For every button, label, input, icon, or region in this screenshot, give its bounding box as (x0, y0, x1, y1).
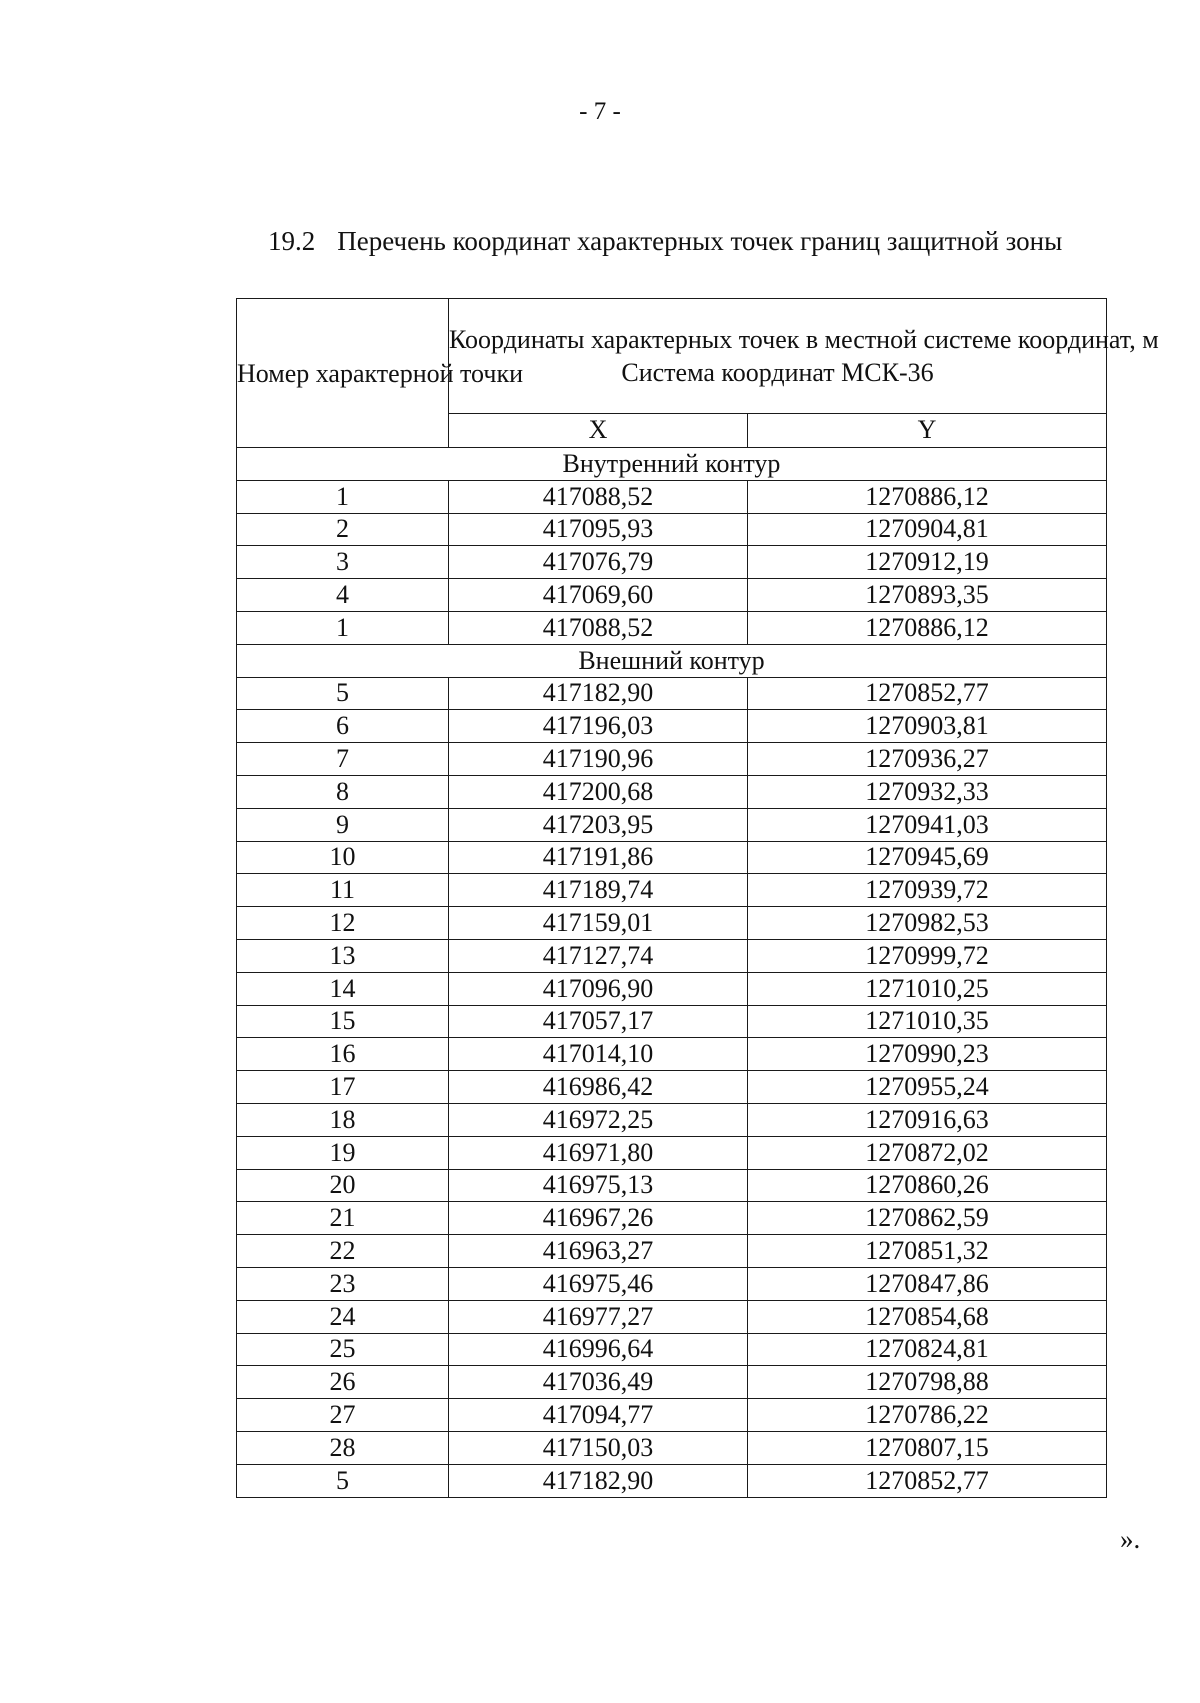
y-coordinate-cell: 1270860,26 (748, 1169, 1107, 1202)
point-number-cell: 24 (237, 1300, 449, 1333)
point-number-cell: 1 (237, 480, 449, 513)
x-coordinate-cell: 416972,25 (449, 1103, 748, 1136)
header-y: Y (748, 413, 1107, 447)
point-number-cell: 11 (237, 874, 449, 907)
point-number-cell: 15 (237, 1005, 449, 1038)
table-body (237, 448, 1107, 1498)
header-coordinates (449, 299, 1159, 414)
table-row (237, 907, 1107, 940)
y-coordinate-cell: 1270916,63 (748, 1103, 1107, 1136)
y-coordinate-cell: 1270939,72 (748, 874, 1107, 907)
point-number-cell: 12 (237, 907, 449, 940)
y-coordinate-cell: 1270932,33 (748, 775, 1107, 808)
x-coordinate-cell: 417182,90 (449, 1464, 748, 1497)
x-coordinate-cell: 416971,80 (449, 1136, 748, 1169)
table-row (237, 480, 1107, 513)
point-number-cell: 16 (237, 1038, 449, 1071)
y-coordinate-cell: 1270999,72 (748, 939, 1107, 972)
y-coordinate-cell: 1270807,15 (748, 1431, 1107, 1464)
section-row (237, 448, 1107, 481)
table-row (237, 1202, 1107, 1235)
point-number-cell: 17 (237, 1071, 449, 1104)
header-x: X (449, 413, 748, 447)
table-row (237, 677, 1107, 710)
point-number-cell: 3 (237, 546, 449, 579)
point-number-cell: 9 (237, 808, 449, 841)
point-number-cell: 8 (237, 775, 449, 808)
point-number-cell: 5 (237, 677, 449, 710)
section-heading (268, 226, 1062, 257)
table-row (237, 579, 1107, 612)
x-coordinate-cell: 417088,52 (449, 611, 748, 644)
table-row (237, 972, 1107, 1005)
x-coordinate-cell: 417127,74 (449, 939, 748, 972)
header-coordinate-system: Система координат МСК-36 (621, 357, 934, 387)
page-number: - 7 - (579, 98, 621, 125)
section-number: 19.2 (268, 226, 316, 256)
table-row (237, 808, 1107, 841)
x-coordinate-cell: 417088,52 (449, 480, 748, 513)
y-coordinate-cell: 1270945,69 (748, 841, 1107, 874)
x-coordinate-cell: 417190,96 (449, 743, 748, 776)
point-number-cell: 18 (237, 1103, 449, 1136)
point-number-cell: 13 (237, 939, 449, 972)
y-coordinate-cell: 1271010,25 (748, 972, 1107, 1005)
point-number-cell: 21 (237, 1202, 449, 1235)
point-number-cell: 28 (237, 1431, 449, 1464)
table-row (237, 1136, 1107, 1169)
x-coordinate-cell: 417182,90 (449, 677, 748, 710)
table-row (237, 513, 1107, 546)
table-row (237, 1366, 1107, 1399)
point-number-cell: 10 (237, 841, 449, 874)
y-coordinate-cell: 1270852,77 (748, 1464, 1107, 1497)
y-coordinate-cell: 1271010,35 (748, 1005, 1107, 1038)
y-coordinate-cell: 1270854,68 (748, 1300, 1107, 1333)
y-coordinate-cell: 1270904,81 (748, 513, 1107, 546)
y-coordinate-cell: 1270936,27 (748, 743, 1107, 776)
y-coordinate-cell: 1270872,02 (748, 1136, 1107, 1169)
y-coordinate-cell: 1270847,86 (748, 1267, 1107, 1300)
y-coordinate-cell: 1270886,12 (748, 611, 1107, 644)
point-number-cell: 23 (237, 1267, 449, 1300)
point-number-cell: 20 (237, 1169, 449, 1202)
x-coordinate-cell: 417196,03 (449, 710, 748, 743)
x-coordinate-cell: 417150,03 (449, 1431, 748, 1464)
y-coordinate-cell: 1270912,19 (748, 546, 1107, 579)
point-number-cell: 26 (237, 1366, 449, 1399)
y-coordinate-cell: 1270824,81 (748, 1333, 1107, 1366)
coordinates-table (236, 298, 1159, 1498)
x-coordinate-cell: 417036,49 (449, 1366, 748, 1399)
table-row (237, 710, 1107, 743)
y-coordinate-cell: 1270798,88 (748, 1366, 1107, 1399)
table-row (237, 1431, 1107, 1464)
table-row (237, 874, 1107, 907)
table-row (237, 775, 1107, 808)
point-number-cell: 19 (237, 1136, 449, 1169)
x-coordinate-cell: 417159,01 (449, 907, 748, 940)
x-coordinate-cell: 417069,60 (449, 579, 748, 612)
table-row (237, 1038, 1107, 1071)
x-coordinate-cell: 416975,13 (449, 1169, 748, 1202)
x-coordinate-cell: 417203,95 (449, 808, 748, 841)
table-row (237, 939, 1107, 972)
y-coordinate-cell: 1270990,23 (748, 1038, 1107, 1071)
y-coordinate-cell: 1270893,35 (748, 579, 1107, 612)
table-row (237, 1333, 1107, 1366)
x-coordinate-cell: 416986,42 (449, 1071, 748, 1104)
closing-quote-mark: ». (1120, 1524, 1141, 1554)
y-coordinate-cell: 1270903,81 (748, 710, 1107, 743)
table-row (237, 1267, 1107, 1300)
x-coordinate-cell: 417076,79 (449, 546, 748, 579)
table-row (237, 841, 1107, 874)
header-coordinates-title: Координаты характерных точек в местной системе координат, м (449, 324, 1159, 354)
point-number-cell: 1 (237, 611, 449, 644)
y-coordinate-cell: 1270941,03 (748, 808, 1107, 841)
table-row (237, 1103, 1107, 1136)
table-row (237, 1005, 1107, 1038)
table-row (237, 1235, 1107, 1268)
x-coordinate-cell: 416967,26 (449, 1202, 748, 1235)
y-coordinate-cell: 1270852,77 (748, 677, 1107, 710)
point-number-cell: 14 (237, 972, 449, 1005)
y-coordinate-cell: 1270786,22 (748, 1399, 1107, 1432)
table-row (237, 1399, 1107, 1432)
x-coordinate-cell: 417014,10 (449, 1038, 748, 1071)
table-row (237, 743, 1107, 776)
y-coordinate-cell: 1270886,12 (748, 480, 1107, 513)
table-row (237, 546, 1107, 579)
point-number-cell: 4 (237, 579, 449, 612)
section-row (237, 644, 1107, 677)
point-number-cell: 27 (237, 1399, 449, 1432)
point-number-cell: 2 (237, 513, 449, 546)
x-coordinate-cell: 417057,17 (449, 1005, 748, 1038)
x-coordinate-cell: 417095,93 (449, 513, 748, 546)
x-coordinate-cell: 416977,27 (449, 1300, 748, 1333)
point-number-cell: 5 (237, 1464, 449, 1497)
point-number-cell: 6 (237, 710, 449, 743)
x-coordinate-cell: 417094,77 (449, 1399, 748, 1432)
y-coordinate-cell: 1270982,53 (748, 907, 1107, 940)
y-coordinate-cell: 1270851,32 (748, 1235, 1107, 1268)
point-number-cell: 7 (237, 743, 449, 776)
x-coordinate-cell: 416996,64 (449, 1333, 748, 1366)
header-point-number: Номер характерной точки (237, 299, 449, 448)
y-coordinate-cell: 1270955,24 (748, 1071, 1107, 1104)
x-coordinate-cell: 417191,86 (449, 841, 748, 874)
section-title: Перечень координат характерных точек границ защитной зоны (337, 226, 1063, 256)
point-number-cell: 22 (237, 1235, 449, 1268)
section-title-cell: Внешний контур (237, 644, 1107, 677)
table-row (237, 1300, 1107, 1333)
table-row (237, 1169, 1107, 1202)
table-row (237, 611, 1107, 644)
point-number-cell: 25 (237, 1333, 449, 1366)
x-coordinate-cell: 417189,74 (449, 874, 748, 907)
table-row (237, 1071, 1107, 1104)
section-title-cell: Внутренний контур (237, 448, 1107, 481)
y-coordinate-cell: 1270862,59 (748, 1202, 1107, 1235)
x-coordinate-cell: 416963,27 (449, 1235, 748, 1268)
x-coordinate-cell: 417096,90 (449, 972, 748, 1005)
table-row (237, 1464, 1107, 1497)
x-coordinate-cell: 416975,46 (449, 1267, 748, 1300)
x-coordinate-cell: 417200,68 (449, 775, 748, 808)
